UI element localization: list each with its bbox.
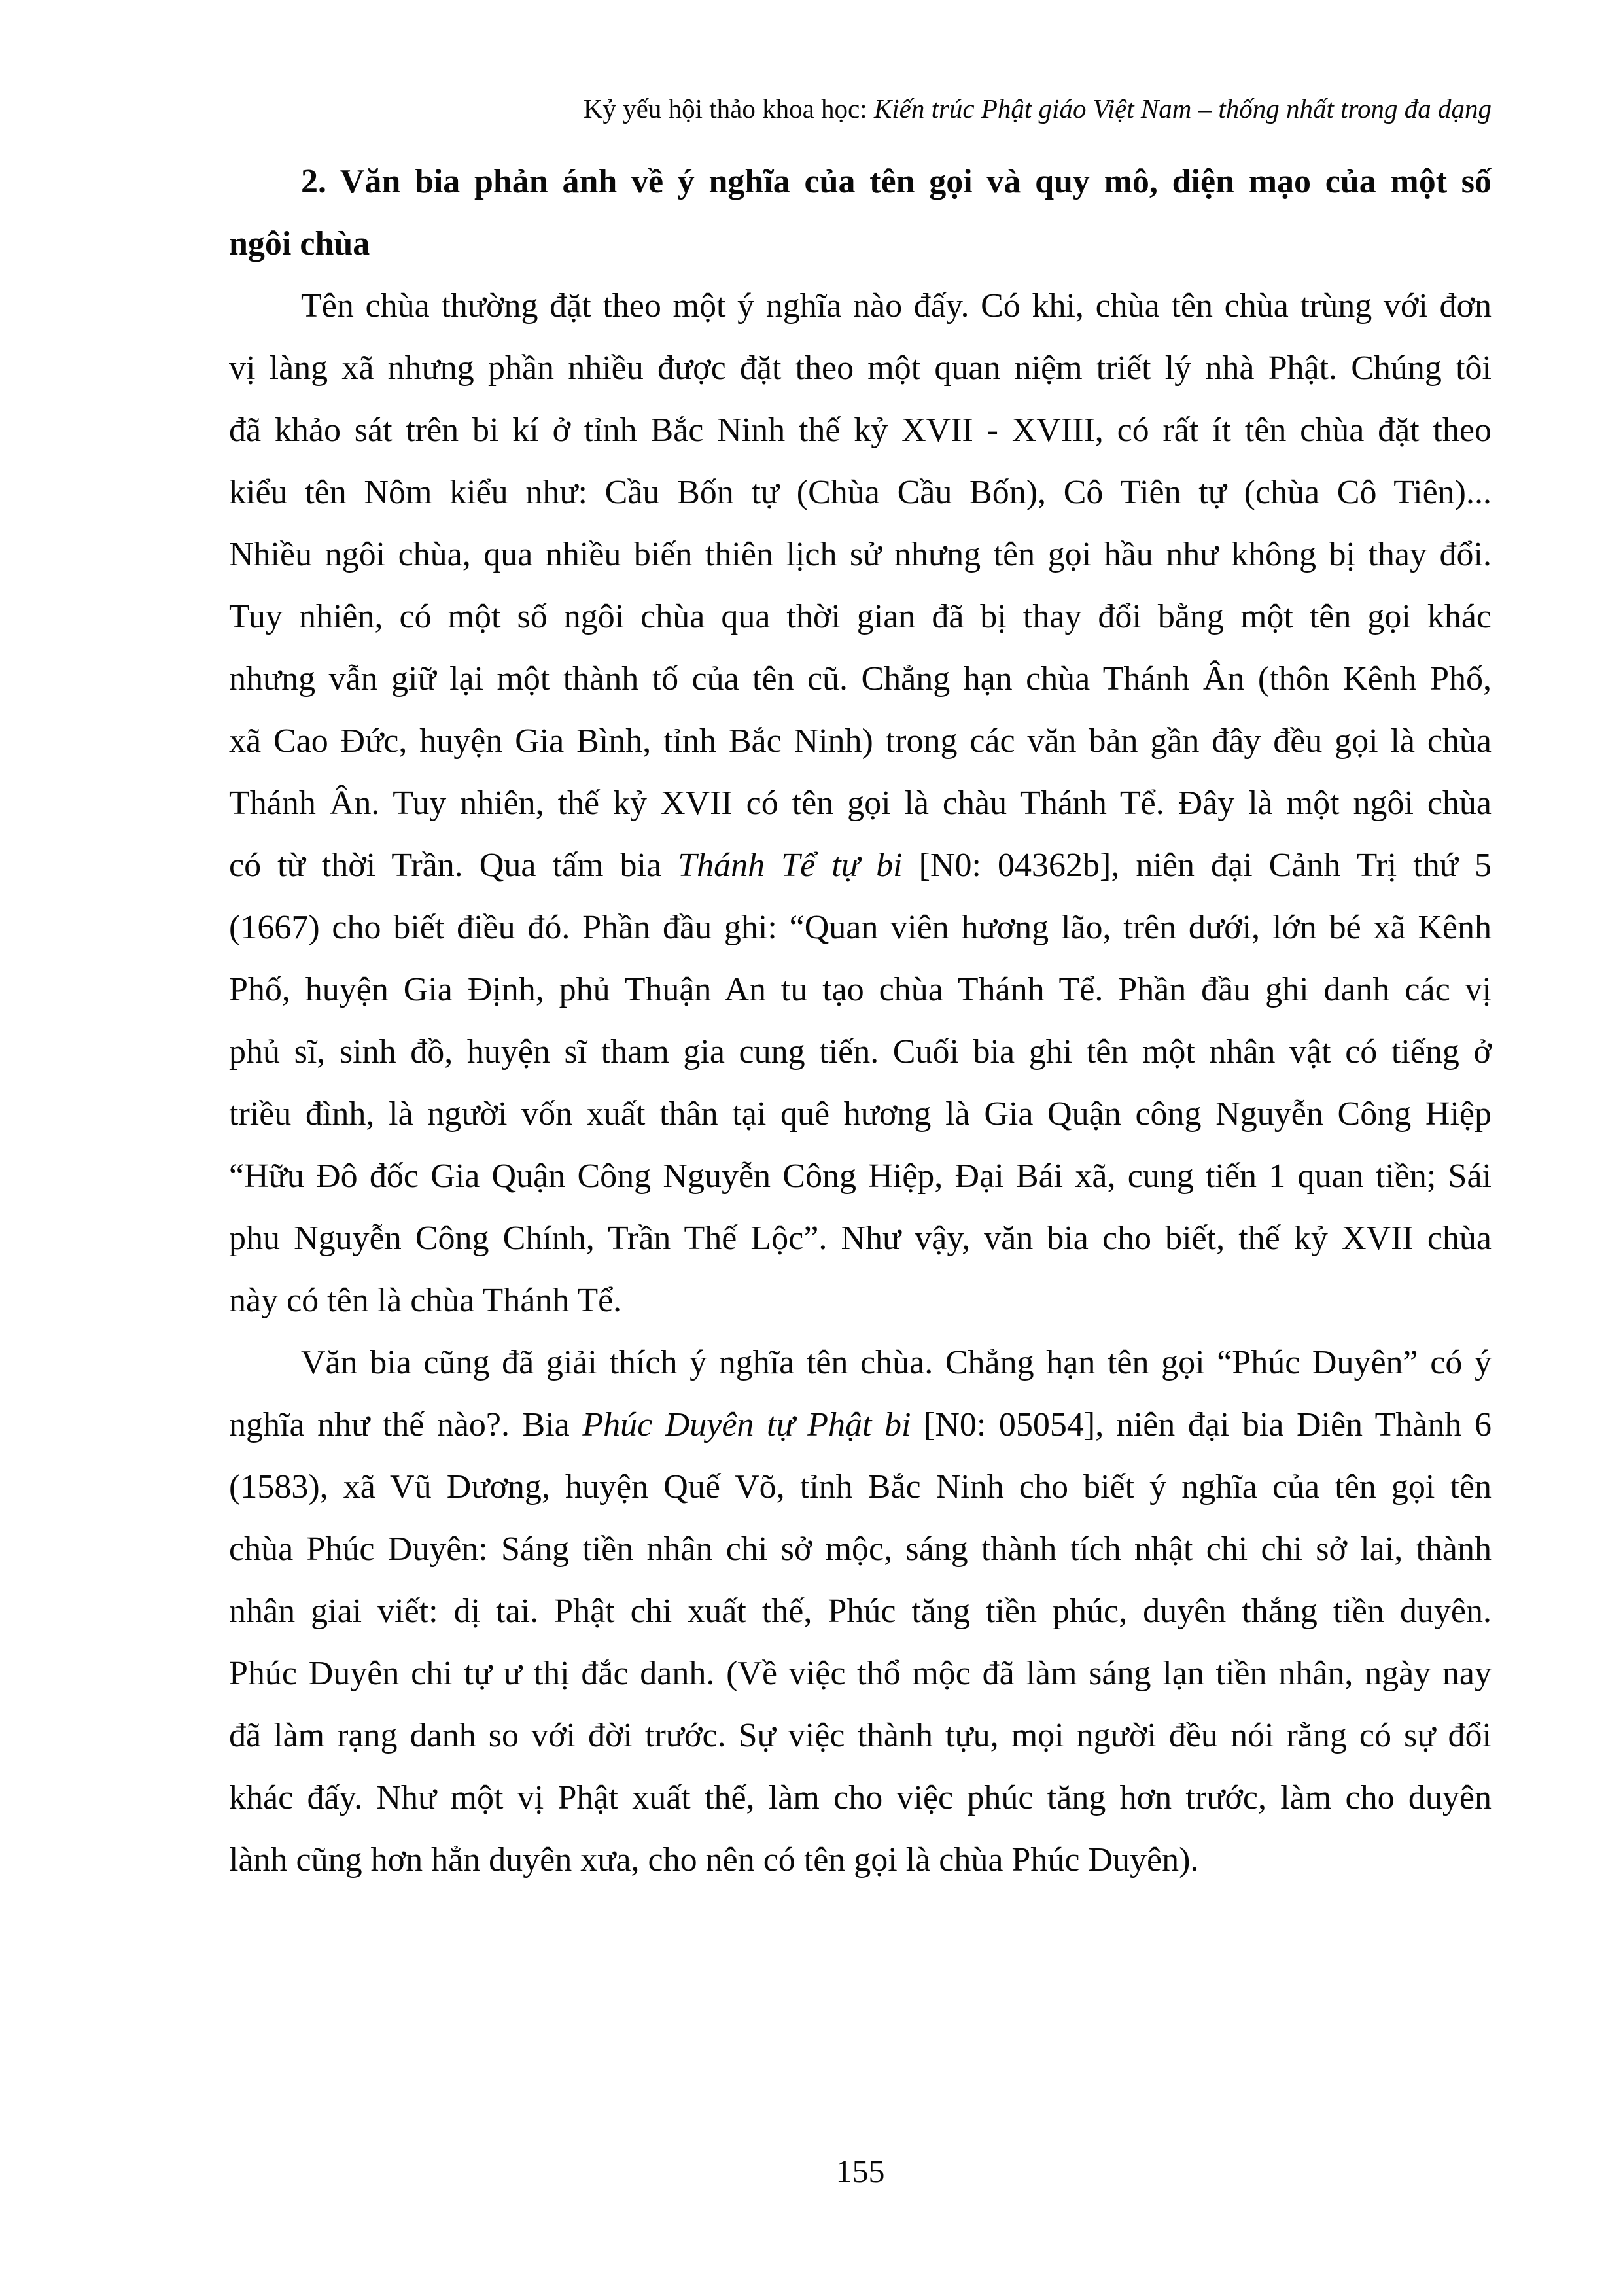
page-number: 155 [835,2153,885,2189]
text-line: chùa Phúc Duyên: Sáng tiền nhân chi sở mộc, sáng thành tích nhật chi chi sở lai, thành [229,1530,1492,1568]
text-line: xã Cao Đức, huyện Gia Bình, tỉnh Bắc Ninh) trong các văn bản gần đây đều gọi là chùa [229,722,1492,760]
text-line: (1667) cho biết điều đó. Phần đầu ghi: “Quan viên hương lão, trên dưới, lớn bé xã Kênh [229,909,1492,946]
stele-title-italic: Phúc Duyên tự Phật bi [582,1406,911,1443]
text-line: kiểu tên Nôm kiểu như: Cầu Bốn tự (Chùa Cầu Bốn), Cô Tiên tự (chùa Cô Tiên)... [229,474,1492,511]
text-line: “Hữu Đô đốc Gia Quận Công Nguyễn Công Hiệp, Đại Bái xã, cung tiến 1 quan tiền; Sái [229,1157,1492,1195]
text-line: nhưng vẫn giữ lại một thành tố của tên cũ. Chẳng hạn chùa Thánh Ân (thôn Kênh Phố, [229,660,1492,698]
section-heading-line: ngôi chùa [229,225,370,262]
text-line: khác đấy. Như một vị Phật xuất thế, làm cho việc phúc tăng hơn trước, làm cho duyên [229,1779,1492,1816]
text-line: Văn bia cũng đã giải thích ý nghĩa tên chùa. Chẳng hạn tên gọi “Phúc Duyên” có ý [301,1344,1492,1381]
text-line [229,834,1492,896]
text-line: Phúc Duyên chi tự ư thị đắc danh. (Về việc thổ mộc đã làm sáng lạn tiền nhân, ngày nay [229,1655,1492,1692]
text-line: Tên chùa thường đặt theo một ý nghĩa nào đấy. Có khi, chùa tên chùa trùng với đơn [301,287,1492,325]
section-heading-line: 2. Văn bia phản ánh về ý nghĩa của tên gọi và quy mô, diện mạo của một số [301,163,1492,200]
text-line: nhân giai viết: dị tai. Phật chi xuất thế, Phúc tăng tiền phúc, duyên thắng tiền duyên. [229,1593,1492,1630]
text-line: Tuy nhiên, có một số ngôi chùa qua thời gian đã bị thay đổi bằng một tên gọi khác [229,598,1492,635]
running-header-label: Kỷ yếu hội thảo khoa học: [583,94,874,124]
text-run: nghĩa như thế nào?. Bia [229,1406,583,1443]
text-line: Phố, huyện Gia Định, phủ Thuận An tu tạo chùa Thánh Tể. Phần đầu ghi danh các vị [229,971,1492,1008]
text-line: (1583), xã Vũ Dương, huyện Quế Võ, tỉnh Bắc Ninh cho biết ý nghĩa của tên gọi tên [229,1468,1492,1506]
proceedings-title: Kiến trúc Phật giáo Việt Nam – thống nhất trong đa dạng [873,94,1492,124]
text-line [229,1394,1492,1456]
text-line: triều đình, là người vốn xuất thân tại quê hương là Gia Quận công Nguyễn Công Hiệp [229,1095,1492,1133]
text-run: [N0: 04362b], niên đại Cảnh Trị thứ 5 [902,847,1492,884]
text-line: đã làm rạng danh so với đời trước. Sự việc thành tựu, mọi người đều nói rằng có sự đổi [229,1717,1492,1754]
text-line: vị làng xã nhưng phần nhiều được đặt theo một quan niệm triết lý nhà Phật. Chúng tôi [229,349,1492,387]
text-run: có từ thời Trần. Qua tấm bia [229,847,678,884]
text-line: phủ sĩ, sinh đồ, huyện sĩ tham gia cung tiến. Cuối bia ghi tên một nhân vật có tiếng ở [229,1033,1492,1070]
running-header [229,92,1492,126]
stele-title-italic: Thánh Tể tự bi [678,847,903,884]
text-line: đã khảo sát trên bi kí ở tỉnh Bắc Ninh thế kỷ XVII - XVIII, có rất ít tên chùa đặt theo [229,412,1492,449]
page-body [229,150,1492,1891]
text-line: này có tên là chùa Thánh Tể. [229,1282,622,1319]
text-line: Thánh Ân. Tuy nhiên, thế kỷ XVII có tên gọi là chàu Thánh Tể. Đây là một ngôi chùa [229,785,1492,822]
text-run: [N0: 05054], niên đại bia Diên Thành 6 [911,1406,1492,1443]
text-line: lành cũng hơn hẳn duyên xưa, cho nên có tên gọi là chùa Phúc Duyên). [229,1841,1199,1879]
text-line: Nhiều ngôi chùa, qua nhiều biến thiên lịch sử nhưng tên gọi hầu như không bị thay đổi. [229,536,1492,573]
text-line: phu Nguyễn Công Chính, Trần Thế Lộc”. Như vậy, văn bia cho biết, thế kỷ XVII chùa [229,1220,1492,1257]
